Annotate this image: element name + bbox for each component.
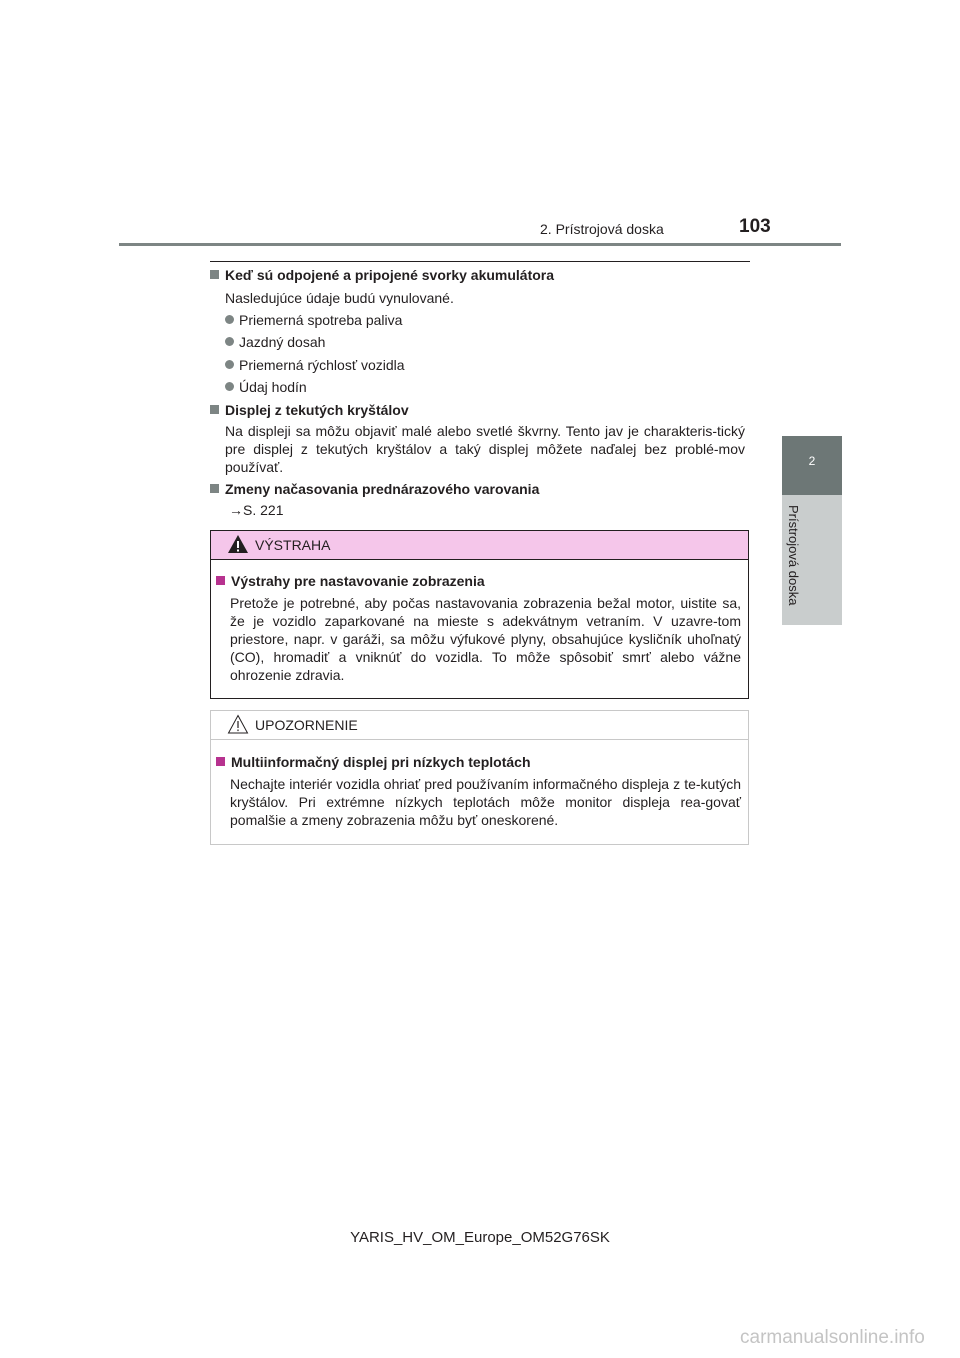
caution-paragraph: Nechajte interiér vozidla ohriať pred používaním informačného displeja z te-kutých kryštálov. Pri extrémne nízkych teplotách môže monitor displeja rea-govať pomalšie a zmeny zobrazenia môžu byť oneskorené. — [230, 776, 741, 828]
warning-triangle-icon — [227, 534, 249, 554]
battery-intro: Nasledujúce údaje budú vynulované. — [225, 290, 454, 306]
section-heading-text: Displej z tekutých kryštálov — [225, 402, 409, 418]
document-code: YARIS_HV_OM_Europe_OM52G76SK — [350, 1229, 610, 1246]
list-item-text: Priemerná rýchlosť vozidla — [239, 357, 405, 373]
watermark: carmanualsonline.info — [740, 1327, 925, 1348]
list-item-text: Jazdný dosah — [239, 334, 326, 350]
warning-title: VÝSTRAHA — [255, 537, 331, 553]
section-heading-precollision — [210, 481, 539, 497]
warning-heading-text: Výstrahy pre nastavovanie zobrazenia — [231, 573, 485, 589]
lcd-paragraph: Na displeji sa môžu objaviť malé alebo svetlé škvrny. Tento jav je charakteris-tický pre displej z tekutých kryštálov a taký displej môžete naďalej bez problé-mov používať. — [225, 423, 745, 475]
square-bullet-icon — [210, 270, 219, 279]
chapter-tab-label: Prístrojová doska — [786, 505, 801, 606]
page-reference: →S. 221 — [229, 502, 284, 518]
caution-heading-text: Multiinformačný displej pri nízkych teplotách — [231, 754, 531, 770]
list-item-text: Údaj hodín — [239, 379, 307, 395]
content-divider — [210, 261, 750, 262]
page-number: 103 — [739, 216, 771, 237]
caution-header — [211, 711, 748, 740]
list-item — [225, 357, 405, 373]
round-bullet-icon — [225, 382, 234, 391]
square-bullet-icon — [210, 405, 219, 414]
caution-triangle-icon — [227, 714, 249, 734]
warning-box — [210, 530, 749, 699]
section-heading-text: Keď sú odpojené a pripojené svorky akumulátora — [225, 267, 555, 283]
caution-box — [210, 710, 749, 845]
caution-title: UPOZORNENIE — [255, 717, 358, 733]
section-heading-lcd — [210, 402, 409, 418]
square-bullet-icon — [216, 757, 225, 766]
list-item — [225, 312, 402, 328]
warning-heading — [216, 573, 485, 589]
warning-header — [211, 531, 748, 560]
warning-paragraph: Pretože je potrebné, aby počas nastavovania zobrazenia bežal motor, uistite sa, že je vozidlo zaparkované na mieste s adekvátnym vetraním. V uzavre-tom priestore, napr. v garáži, sa môžu výfukové plyny, obsahujúce kysličník uhoľnatý (CO), hromadiť a vniknúť do vozidla. To môže spôsobiť smrť alebo vážne ohrozenie zdravia. — [230, 595, 741, 683]
list-item-text: Priemerná spotreba paliva — [239, 312, 403, 328]
chapter-tab — [782, 436, 842, 495]
round-bullet-icon — [225, 337, 234, 346]
round-bullet-icon — [225, 315, 234, 324]
chapter-title: 2. Prístrojová doska — [540, 221, 664, 237]
square-bullet-icon — [216, 576, 225, 585]
list-item — [225, 379, 307, 395]
chapter-tab-number: 2 — [808, 454, 816, 468]
section-heading-text: Zmeny načasovania prednárazového varovania — [225, 481, 540, 497]
square-bullet-icon — [210, 484, 219, 493]
caution-heading — [216, 754, 531, 770]
list-item — [225, 334, 325, 350]
round-bullet-icon — [225, 360, 234, 369]
section-heading-battery — [210, 267, 554, 283]
header-divider — [119, 243, 841, 246]
